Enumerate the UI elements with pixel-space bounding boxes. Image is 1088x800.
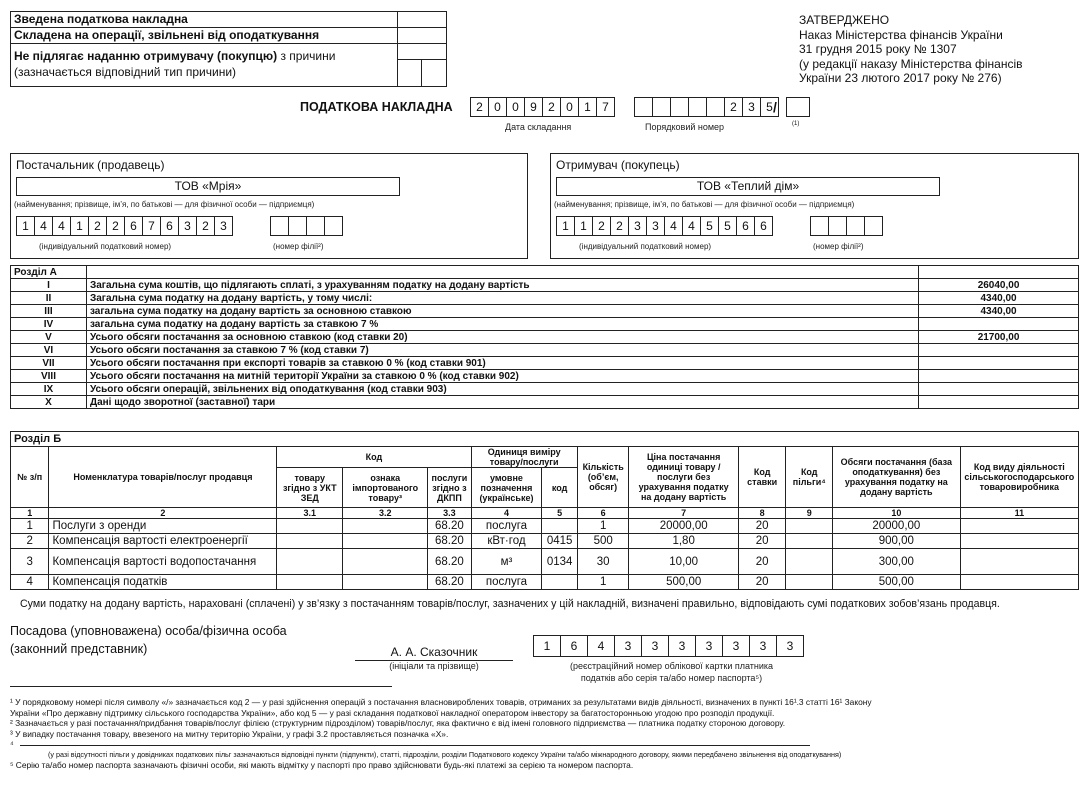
cell-benefit[interactable] <box>786 519 833 534</box>
column-number: 8 <box>738 508 786 519</box>
registration-digit[interactable]: 3 <box>749 635 777 657</box>
col-rate: Код ставки <box>738 447 786 508</box>
buyer-ipn-digit[interactable]: 5 <box>700 216 719 236</box>
section-a-row <box>11 292 1079 305</box>
cell-c5[interactable]: 0415 <box>542 534 577 549</box>
col-volume: Обсяги постачання (база оподаткування) без урахування податку на додану вартість <box>833 447 961 508</box>
buyer-box <box>550 153 1079 259</box>
seller-branch-cells[interactable] <box>270 216 342 236</box>
col-qty: Кількість (об’єм, обсяг) <box>577 447 629 508</box>
registration-digit[interactable]: 3 <box>776 635 804 657</box>
section-a-row <box>11 357 1079 370</box>
cell-volume[interactable]: 20000,00 <box>833 519 961 534</box>
section-a-row-number: VI <box>11 344 87 357</box>
date-digit-cell[interactable]: 0 <box>560 97 579 117</box>
cell-n[interactable]: 4 <box>11 575 49 590</box>
section-a-row-value[interactable]: 26040,00 <box>919 279 1079 292</box>
section-a-row-number: VIII <box>11 370 87 383</box>
cell-name[interactable]: Компенсація вартості водопостачання <box>49 549 277 575</box>
seller-ipn-digit[interactable]: 1 <box>70 216 89 236</box>
cell-c31[interactable] <box>277 549 343 575</box>
column-number: 10 <box>833 508 961 519</box>
section-a-row <box>11 305 1079 318</box>
section-b-title: Розділ Б <box>11 432 1079 447</box>
registration-digit[interactable]: 3 <box>695 635 723 657</box>
not-provided-label: Не підлягає наданню отримувачу (покупцю) з причини (зазначається відповідний тип причини) <box>11 44 398 86</box>
cell-benefit[interactable] <box>786 534 833 549</box>
column-number: 9 <box>786 508 833 519</box>
section-a-row-value[interactable] <box>919 357 1079 370</box>
section-b-row <box>11 519 1079 534</box>
column-number: 5 <box>542 508 577 519</box>
seller-ipn-cells[interactable] <box>16 216 232 236</box>
col-name: Номенклатура товарів/послуг продавця <box>49 447 277 508</box>
section-a-row-text: Дані щодо зворотної (заставної) тари <box>86 396 918 409</box>
seller-ipn-digit[interactable]: 7 <box>142 216 161 236</box>
cell-c33[interactable]: 68.20 <box>428 534 471 549</box>
date-digit-cell[interactable]: 2 <box>542 97 561 117</box>
buyer-ipn-digit[interactable]: 5 <box>718 216 737 236</box>
buyer-ipn-digit[interactable]: 2 <box>610 216 629 236</box>
buyer-ipn-digit[interactable]: 6 <box>736 216 755 236</box>
col-5: код <box>542 468 577 508</box>
cell-c32[interactable] <box>343 534 428 549</box>
cell-price[interactable]: 500,00 <box>629 575 738 590</box>
cell-c32[interactable] <box>343 575 428 590</box>
number-digit-cell[interactable]: 2 <box>724 97 743 117</box>
registration-cells[interactable] <box>533 635 803 657</box>
seller-ipn-digit[interactable]: 2 <box>106 216 125 236</box>
col-benefit: Код пільги⁴ <box>786 447 833 508</box>
cell-rate[interactable]: 20 <box>738 549 786 575</box>
buyer-heading: Отримувач (покупець) <box>556 158 680 172</box>
reason-code-cell-2[interactable] <box>422 60 446 86</box>
col-agri: Код виду діяльності сільськогосподарського товаровиробника <box>960 447 1078 508</box>
cell-c4[interactable]: м³ <box>471 549 542 575</box>
buyer-name-caption: (найменування; прізвище, ім’я, по батькові — для фізичної особи — підприємця) <box>554 200 855 209</box>
section-a-row-number: VII <box>11 357 87 370</box>
cell-volume[interactable]: 300,00 <box>833 549 961 575</box>
seller-ipn-digit[interactable]: 4 <box>34 216 53 236</box>
section-a-row <box>11 279 1079 292</box>
cell-volume[interactable]: 900,00 <box>833 534 961 549</box>
buyer-ipn-digit[interactable]: 6 <box>754 216 773 236</box>
cell-c31[interactable] <box>277 575 343 590</box>
section-a-table <box>10 265 1079 409</box>
cell-agri[interactable] <box>960 534 1078 549</box>
section-a-row-number: II <box>11 292 87 305</box>
cell-agri[interactable] <box>960 519 1078 534</box>
registration-digit[interactable]: 3 <box>668 635 696 657</box>
section-a-row-text: Усього обсяги постачання за ставкою 7 % (код ставки 7) <box>86 344 918 357</box>
cell-agri[interactable] <box>960 549 1078 575</box>
date-caption: Дата складання <box>505 122 572 132</box>
cell-rate[interactable]: 20 <box>738 519 786 534</box>
number-caption: Порядковий номер <box>645 122 725 132</box>
seller-name-caption: (найменування; прізвище, ім’я, по батькові — для фізичної особи — підприємця) <box>14 200 315 209</box>
number-digit-cell[interactable]: 3 <box>742 97 761 117</box>
cell-volume[interactable]: 500,00 <box>833 575 961 590</box>
reg-caption: (реєстраційний номер облікової картки платника податків або серія та/або номер паспорта⁵) <box>569 661 774 683</box>
branch-cell[interactable] <box>828 216 847 236</box>
section-a-row-number: IX <box>11 383 87 396</box>
number-cells[interactable] <box>634 97 778 117</box>
section-a-row <box>11 344 1079 357</box>
section-a-title: Розділ А <box>11 266 87 279</box>
seller-ipn-digit[interactable]: 3 <box>214 216 233 236</box>
cell-rate[interactable]: 20 <box>738 575 786 590</box>
buyer-ipn-cells[interactable] <box>556 216 772 236</box>
buyer-ipn-digit[interactable]: 4 <box>682 216 701 236</box>
date-digit-cell[interactable]: 2 <box>470 97 489 117</box>
section-a-row-number: III <box>11 305 87 318</box>
cell-price[interactable]: 1,80 <box>629 534 738 549</box>
column-number: 2 <box>49 508 277 519</box>
seller-ipn-digit[interactable]: 6 <box>124 216 143 236</box>
seller-ipn-digit[interactable]: 2 <box>196 216 215 236</box>
section-a-row-number: X <box>11 396 87 409</box>
seller-ipn-caption: (індивідуальний податковий номер) <box>39 242 172 251</box>
cell-c5[interactable] <box>542 519 577 534</box>
branch-cell[interactable] <box>306 216 325 236</box>
section-b-row <box>11 575 1079 590</box>
cell-qty[interactable]: 30 <box>577 549 629 575</box>
cell-n[interactable]: 2 <box>11 534 49 549</box>
exempt-operations-label: Складена на операції, звільнені від оподаткування <box>11 28 398 44</box>
registration-digit[interactable]: 4 <box>587 635 615 657</box>
footnote-divider <box>10 686 392 687</box>
registration-digit[interactable]: 3 <box>641 635 669 657</box>
date-digit-cell[interactable]: 1 <box>578 97 597 117</box>
section-a-row-value[interactable] <box>919 370 1079 383</box>
section-a-row-value[interactable] <box>919 318 1079 331</box>
cell-qty[interactable]: 1 <box>577 519 629 534</box>
column-number: 4 <box>471 508 542 519</box>
cell-c31[interactable] <box>277 534 343 549</box>
col-3-3: послуги згідно з ДКПП <box>428 468 471 508</box>
number-suffix-cell[interactable] <box>786 97 810 117</box>
number-digit-cell[interactable]: 5 <box>760 97 779 117</box>
section-b-row <box>11 549 1079 575</box>
column-number: 6 <box>577 508 629 519</box>
cell-rate[interactable]: 20 <box>738 534 786 549</box>
col-3-1: товару згідно з УКТ ЗЕД <box>277 468 343 508</box>
col-code: Код <box>277 447 471 468</box>
cell-c4[interactable]: послуга <box>471 575 542 590</box>
buyer-name[interactable]: ТОВ «Теплий дім» <box>556 177 940 196</box>
cell-c32[interactable] <box>343 549 428 575</box>
cell-name[interactable]: Компенсація вартості електроенергії <box>49 534 277 549</box>
branch-cell[interactable] <box>270 216 289 236</box>
branch-cell[interactable] <box>288 216 307 236</box>
signer-name[interactable]: А. А. Сказочник <box>355 645 513 661</box>
col-no: № з/п <box>11 447 49 508</box>
number-digit-cell[interactable] <box>634 97 653 117</box>
section-a-row <box>11 370 1079 383</box>
section-a-row-value[interactable] <box>919 396 1079 409</box>
section-a-row-text: Загальна сума податку на додану вартість, у тому числі: <box>86 292 918 305</box>
cell-n[interactable]: 1 <box>11 519 49 534</box>
column-number: 3.2 <box>343 508 428 519</box>
col-price: Ціна постачання одиниці товару / послуги без урахування податку на додану вартість <box>629 447 738 508</box>
approval-stamp: ЗАТВЕРДЖЕНО Наказ Міністерства фінансів України 31 грудня 2015 року № 1307 (у редакції наказу Міністерства фінансів України 23 лютого 2017 року № 276) <box>799 13 1023 85</box>
registration-digit[interactable]: 1 <box>533 635 561 657</box>
col-4: умовне позначення (українське) <box>471 468 542 508</box>
section-a-row <box>11 331 1079 344</box>
not-provided-checkbox[interactable] <box>398 44 446 60</box>
cell-c33[interactable]: 68.20 <box>428 519 471 534</box>
section-a-row-number: I <box>11 279 87 292</box>
seller-heading: Постачальник (продавець) <box>16 158 165 172</box>
cell-benefit[interactable] <box>786 575 833 590</box>
section-a-row-value[interactable]: 4340,00 <box>919 305 1079 318</box>
section-a-row-text: Усього обсяги постачання за основною ставкою (код ставки 20) <box>86 331 918 344</box>
buyer-ipn-digit[interactable]: 3 <box>628 216 647 236</box>
number-slash: / <box>773 99 777 115</box>
registration-digit[interactable]: 6 <box>560 635 588 657</box>
cell-c33[interactable]: 68.20 <box>428 575 471 590</box>
number-suffix-cells[interactable] <box>786 97 809 117</box>
cell-c31[interactable] <box>277 519 343 534</box>
seller-ipn-digit[interactable]: 1 <box>16 216 35 236</box>
section-a-row-text: Усього обсяги постачання при експорті товарів за ставкою 0 % (код ставки 901) <box>86 357 918 370</box>
cell-price[interactable]: 10,00 <box>629 549 738 575</box>
section-a-row-text: Усього обсяги операцій, звільнених від оподаткування (код ставки 903) <box>86 383 918 396</box>
section-a-row-number: IV <box>11 318 87 331</box>
branch-cell[interactable] <box>810 216 829 236</box>
cell-n[interactable]: 3 <box>11 549 49 575</box>
section-a-row-text: загальна сума податку на додану вартість за ставкою 7 % <box>86 318 918 331</box>
cell-c4[interactable]: кВт·год <box>471 534 542 549</box>
section-a-row-value[interactable] <box>919 383 1079 396</box>
branch-cell[interactable] <box>324 216 343 236</box>
cell-c5[interactable] <box>542 575 577 590</box>
cell-qty[interactable]: 1 <box>577 575 629 590</box>
consolidated-invoice-label: Зведена податкова накладна <box>11 12 398 28</box>
branch-cell[interactable] <box>864 216 883 236</box>
signer-name-caption: (ініціали та прізвище) <box>389 661 479 671</box>
section-a-row <box>11 383 1079 396</box>
section-a-row-value[interactable]: 21700,00 <box>919 331 1079 344</box>
cell-c32[interactable] <box>343 519 428 534</box>
seller-ipn-digit[interactable]: 6 <box>160 216 179 236</box>
buyer-ipn-digit[interactable]: 2 <box>592 216 611 236</box>
doc-type-box <box>10 11 447 87</box>
section-b-table <box>10 431 1079 590</box>
registration-digit[interactable]: 3 <box>614 635 642 657</box>
date-digit-cell[interactable]: 9 <box>524 97 543 117</box>
column-number: 3.3 <box>428 508 471 519</box>
section-a-row <box>11 396 1079 409</box>
cell-agri[interactable] <box>960 575 1078 590</box>
column-number: 1 <box>11 508 49 519</box>
confirmation-text: Суми податку на додану вартість, нараховані (сплачені) у зв’язку з постачанням товарів/послуг, зазначених у цій накладній, визначені правильно, відповідають сумі податкових зобов’язань продавця. <box>20 598 1000 610</box>
seller-name[interactable]: ТОВ «Мрія» <box>16 177 400 196</box>
number-digit-cell[interactable] <box>670 97 689 117</box>
exempt-checkbox[interactable] <box>398 28 446 44</box>
section-a-row-text: Загальна сума коштів, що підлягають сплаті, з урахуванням податку на додану вартість <box>86 279 918 292</box>
section-a-row <box>11 318 1079 331</box>
buyer-ipn-digit[interactable]: 1 <box>556 216 575 236</box>
branch-cell[interactable] <box>846 216 865 236</box>
cell-c33[interactable]: 68.20 <box>428 549 471 575</box>
buyer-branch-cells[interactable] <box>810 216 882 236</box>
seller-branch-caption: (номер філії²) <box>273 242 324 251</box>
invoice-title: ПОДАТКОВА НАКЛАДНА <box>300 100 453 114</box>
buyer-ipn-caption: (індивідуальний податковий номер) <box>579 242 712 251</box>
col-3-2: ознака імпортованого товару³ <box>343 468 428 508</box>
col-unit: Одиниця виміру товару/послуги <box>471 447 577 468</box>
date-digit-cell[interactable]: 0 <box>488 97 507 117</box>
signer-label: Посадова (уповноважена) особа/фізична особа (законний представник) <box>10 624 287 656</box>
seller-ipn-digit[interactable]: 2 <box>88 216 107 236</box>
cell-qty[interactable]: 500 <box>577 534 629 549</box>
cell-c4[interactable]: послуга <box>471 519 542 534</box>
number-digit-cell[interactable] <box>706 97 725 117</box>
cell-c5[interactable]: 0134 <box>542 549 577 575</box>
cell-name[interactable]: Компенсація податків <box>49 575 277 590</box>
section-a-row-number: V <box>11 331 87 344</box>
date-digit-cell[interactable]: 7 <box>596 97 615 117</box>
section-a-row-text: Усього обсяги постачання на митній території України за ставкою 0 % (код ставки 902) <box>86 370 918 383</box>
buyer-ipn-digit[interactable]: 3 <box>646 216 665 236</box>
consolidated-checkbox[interactable] <box>398 12 446 28</box>
date-cells[interactable] <box>470 97 614 117</box>
seller-ipn-digit[interactable]: 3 <box>178 216 197 236</box>
column-number: 11 <box>960 508 1078 519</box>
section-a-row-value[interactable] <box>919 344 1079 357</box>
buyer-ipn-digit[interactable]: 1 <box>574 216 593 236</box>
registration-digit[interactable]: 3 <box>722 635 750 657</box>
reason-code-cell-1[interactable] <box>398 60 422 86</box>
footnotes: ¹ У порядковому номері після символу «/» зазначається код 2 — у разі здійснення операцій з постачання власновироблених товарів, отриманих за результатами видів діяльності, визначених в пункті 16¹.3 статті 16¹ Закону України «Про державну підтримку сільського господарства України», або код 5 — у разі складання податкової накладної оператором інвестору за багатосторонньою угодою про розподіл продукції. ² Зазначається у разі постачання/придбання товарів/послуг філією (структурним підрозділом) товарів/послуг, яка фактично є від імені головного підприємства — платника податку стороною договору. ³ У випадку постачання товару, ввезеного на митну територію України, у графі 3.2 проставляється позначка «Х». ⁴ (у разі відсутності пільги у довідниках податкових пільг зазначаються відповідні пункти (підпункти), статті, підрозділи, розділи Податкового кодексу України та/або міжнародного договору, якими передбачено звільнення від оподаткування) ⁵ Серію та/або номер паспорта зазначають фізичні особи, які мають відмітку у паспорті про право здійснювати будь-які платежі за серією та номером паспорта. <box>10 697 872 770</box>
date-digit-cell[interactable]: 0 <box>506 97 525 117</box>
buyer-branch-caption: (номер філії²) <box>813 242 864 251</box>
section-a-row-text: загальна сума податку на додану вартість за основною ставкою <box>86 305 918 318</box>
seller-box <box>10 153 528 259</box>
number-digit-cell[interactable] <box>652 97 671 117</box>
footnote-mark: (1) <box>792 121 800 127</box>
column-number: 3.1 <box>277 508 343 519</box>
section-a-row-value[interactable]: 4340,00 <box>919 292 1079 305</box>
column-number: 7 <box>629 508 738 519</box>
cell-name[interactable]: Послуги з оренди <box>49 519 277 534</box>
number-digit-cell[interactable] <box>688 97 707 117</box>
cell-price[interactable]: 20000,00 <box>629 519 738 534</box>
cell-benefit[interactable] <box>786 549 833 575</box>
buyer-ipn-digit[interactable]: 4 <box>664 216 683 236</box>
section-b-row <box>11 534 1079 549</box>
seller-ipn-digit[interactable]: 4 <box>52 216 71 236</box>
